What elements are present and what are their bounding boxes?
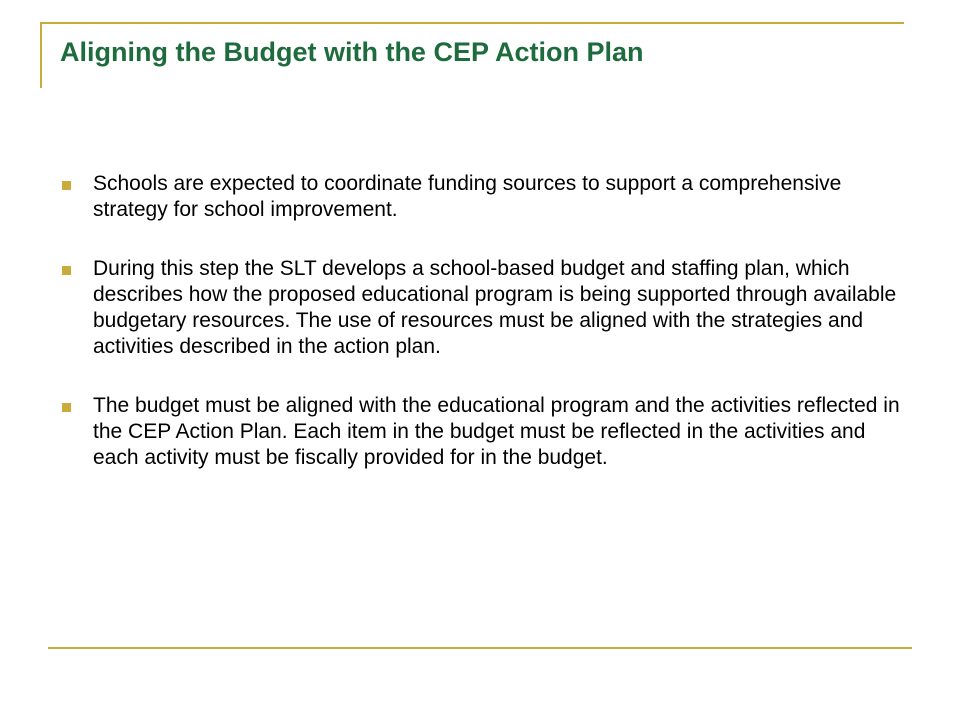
bullet-list — [62, 168, 902, 501]
square-bullet-icon — [62, 266, 71, 275]
bullet-text: Schools are expected to coordinate funding sources to support a comprehensive strategy for school improvement. — [93, 172, 842, 221]
bullet-text: During this step the SLT develops a school-based budget and staffing plan, which describes how the proposed educational program is being supported through available budgetary resources. The use of resources must be aligned with the strategies and activities described in the action plan. — [93, 257, 897, 358]
bullet-item — [62, 253, 902, 360]
frame-left-rule — [40, 22, 42, 88]
bullet-item — [62, 390, 902, 471]
slide-title: Aligning the Budget with the CEP Action Plan — [60, 37, 644, 67]
bullet-item — [62, 168, 902, 223]
frame-bottom-rule — [48, 647, 912, 649]
square-bullet-icon — [62, 181, 71, 190]
square-bullet-icon — [62, 403, 71, 412]
frame-top-rule — [40, 22, 904, 24]
bullet-text: The budget must be aligned with the educational program and the activities reflected in the CEP Action Plan. Each item in the budget must be reflected in the activities and each activity must be fiscally provided for in the budget. — [93, 394, 900, 469]
